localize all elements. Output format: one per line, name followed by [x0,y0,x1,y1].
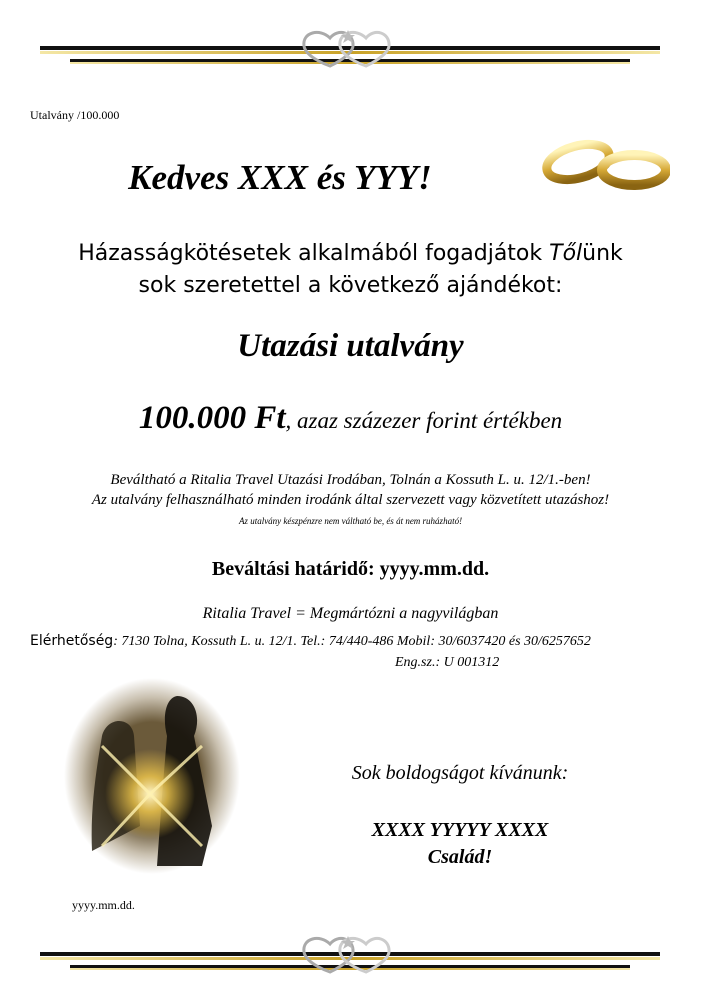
issue-date: yyyy.mm.dd. [72,898,135,912]
amount-line [0,400,701,437]
terms-line2: Az utalvány felhasználható minden irodánk által szervezett vagy közvetített utazáshoz! [91,492,610,508]
terms [0,470,701,510]
intro-text [0,238,701,302]
contact-info [30,633,591,650]
greeting: Kedves XXX és YYY! [128,158,432,197]
wedding-rings-icon [540,136,670,196]
voucher-code: Utalvány /100.000 [30,108,120,122]
contact-value: : 7130 Tolna, Kossuth L. u. 12/1. Tel.: 74/440-486 Mobil: 30/6037420 és 30/6257652 [113,634,591,649]
intro-line1-after: ünk [582,241,623,266]
amount-value: 100.000 Ft [138,400,286,436]
contact-label: Elérhetőség [30,633,114,649]
terms-line1: Beváltható a Ritalia Travel Utazási Irodában, Tolnán a Kossuth L. u. 12/1.-ben! [110,472,591,488]
signature-line2: Család! [427,846,493,868]
registration-number: Eng.sz.: U 001312 [395,655,500,670]
deadline: Beváltási határidő: yyyy.mm.dd. [211,558,490,580]
voucher-title: Utazási utalvány [237,328,464,364]
wishes: Sok boldogságot kívánunk: [351,762,569,784]
intro-line1-before: Házasságkötésetek alkalmából fogadjátok [78,241,550,266]
intro-line2: sok szeretettel a következő ajándékot: [138,273,563,298]
top-heart-border-icon [30,26,670,68]
signature [320,817,600,871]
amount-text: , azaz százezer forint értékben [285,408,563,433]
slogan: Ritalia Travel = Megmártózni a nagyvilágban [202,605,499,622]
fine-print: Az utalvány készpénzre nem váltható be, és át nem ruházható! [238,516,463,526]
bottom-heart-border-icon [30,932,670,974]
couple-photo-icon [62,676,242,876]
intro-line1-italic: Től [549,241,583,266]
signature-line1: XXXX YYYYY XXXX [371,819,549,841]
